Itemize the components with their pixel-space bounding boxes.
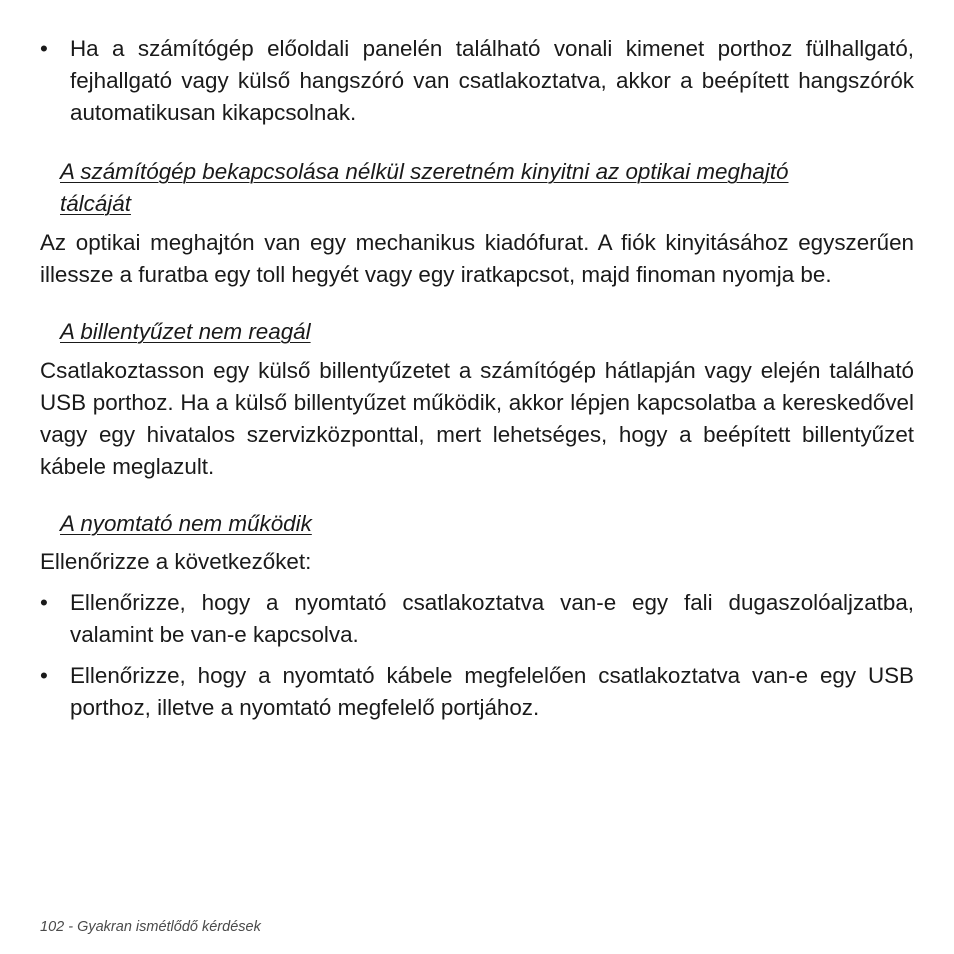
section-body-optical: Az optikai meghajtón van egy mechanikus kiadófurat. A fiók kinyitásához egyszerűen illessze a furatba egy toll hegyét vagy egy iratkapcsot, majd finoman nyomja be. — [40, 230, 914, 287]
section-heading-printer: A nyomtató nem működik — [60, 511, 312, 536]
bullet-text: Ellenőrizze, hogy a nyomtató csatlakoztatva van-e egy fali dugaszolóaljzatba, valamint be van-e kapcsolva. — [70, 590, 914, 647]
bullet-text: Ha a számítógép előoldali panelén található vonali kimenet porthoz fülhallgató, fejhallgató vagy külső hangszóró van csatlakoztatva, akkor a beépített hangszórók automatikusan kikapcsolnak. — [70, 36, 914, 125]
bullet-item-printer-cable — [40, 660, 914, 724]
bullet-item-line-out — [40, 33, 914, 129]
section-intro-printer: Ellenőrizze a következőket: — [40, 549, 312, 574]
bullet-item-printer-power — [40, 587, 914, 651]
bullet-marker: • — [40, 36, 48, 61]
page-content — [40, 33, 914, 724]
section-heading-keyboard: A billentyűzet nem reagál — [60, 319, 311, 344]
section-heading-optical: A számítógép bekapcsolása nélkül szeretném kinyitni az optikai meghajtó tálcáját — [60, 159, 789, 216]
bullet-marker: • — [40, 590, 48, 615]
bullet-text: Ellenőrizze, hogy a nyomtató kábele megfelelően csatlakoztatva van-e egy USB porthoz, illetve a nyomtató megfelelő portjához. — [70, 663, 914, 720]
bullet-marker: • — [40, 663, 48, 688]
page-footer: 102 - Gyakran ismétlődő kérdések — [40, 919, 261, 935]
section-body-keyboard: Csatlakoztasson egy külső billentyűzetet a számítógép hátlapján vagy elején található USB porthoz. Ha a külső billentyűzet működik, akkor lépjen kapcsolatba a kereskedővel vagy egy hivatalos szervizközponttal, mert lehetséges, hogy a beépített billentyűzet kábele meglazult. — [40, 358, 914, 479]
